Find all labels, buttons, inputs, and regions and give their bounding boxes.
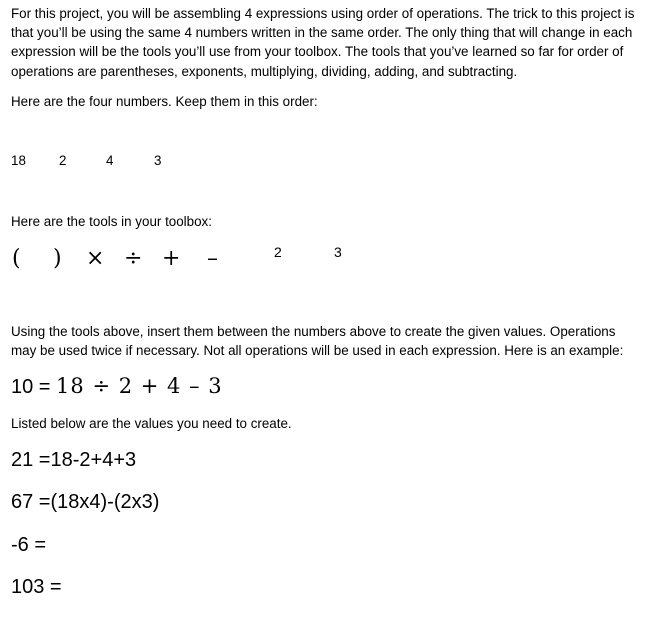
example-lhs: 10 = xyxy=(11,376,57,398)
example-expression xyxy=(11,374,223,399)
answer-neg-6: -6 = xyxy=(11,534,47,556)
example-rhs: 18 ÷ 2 + 4 – 3 xyxy=(56,374,223,398)
multiply-symbol: × xyxy=(86,246,105,271)
numbers-heading: Here are the four numbers. Keep them in this order: xyxy=(11,94,318,109)
exponent-2-symbol: 2 xyxy=(274,244,282,260)
subtract-symbol: – xyxy=(207,246,218,271)
toolbox-heading: Here are the tools in your toolbox: xyxy=(11,214,212,229)
answer-103: 103 = xyxy=(11,576,62,598)
open-parenthesis-symbol: ( xyxy=(12,246,21,271)
close-parenthesis-symbol: ) xyxy=(53,246,62,271)
exponent-3-symbol: 3 xyxy=(334,244,342,260)
number-3: 4 xyxy=(106,153,114,168)
add-symbol: + xyxy=(162,246,181,271)
answer-21: 21 =18-2+4+3 xyxy=(11,449,137,471)
number-4: 3 xyxy=(154,153,162,168)
intro-paragraph: For this project, you will be assembling 4 expressions using order of operations. The trick to this project is that you’ll be using the same 4 numbers written in the same order. The only thing that will change in each expression will be the tools you’ll use from your toolbox. The tools that you’ve learned so far for order of operations are parentheses, exponents, multiplying, dividing, adding, and subtracting. xyxy=(11,6,635,79)
values-heading: Listed below are the values you need to create. xyxy=(11,416,292,431)
answer-67: 67 =(18x4)-(2x3) xyxy=(11,491,160,513)
number-2: 2 xyxy=(59,153,67,168)
number-1: 18 xyxy=(11,153,26,168)
instructions-paragraph: Using the tools above, insert them between the numbers above to create the given values. Operations may be used twice if necessary. Not all operations will be used in each expression. Here is an example: xyxy=(11,324,624,359)
divide-symbol: ÷ xyxy=(124,246,143,271)
